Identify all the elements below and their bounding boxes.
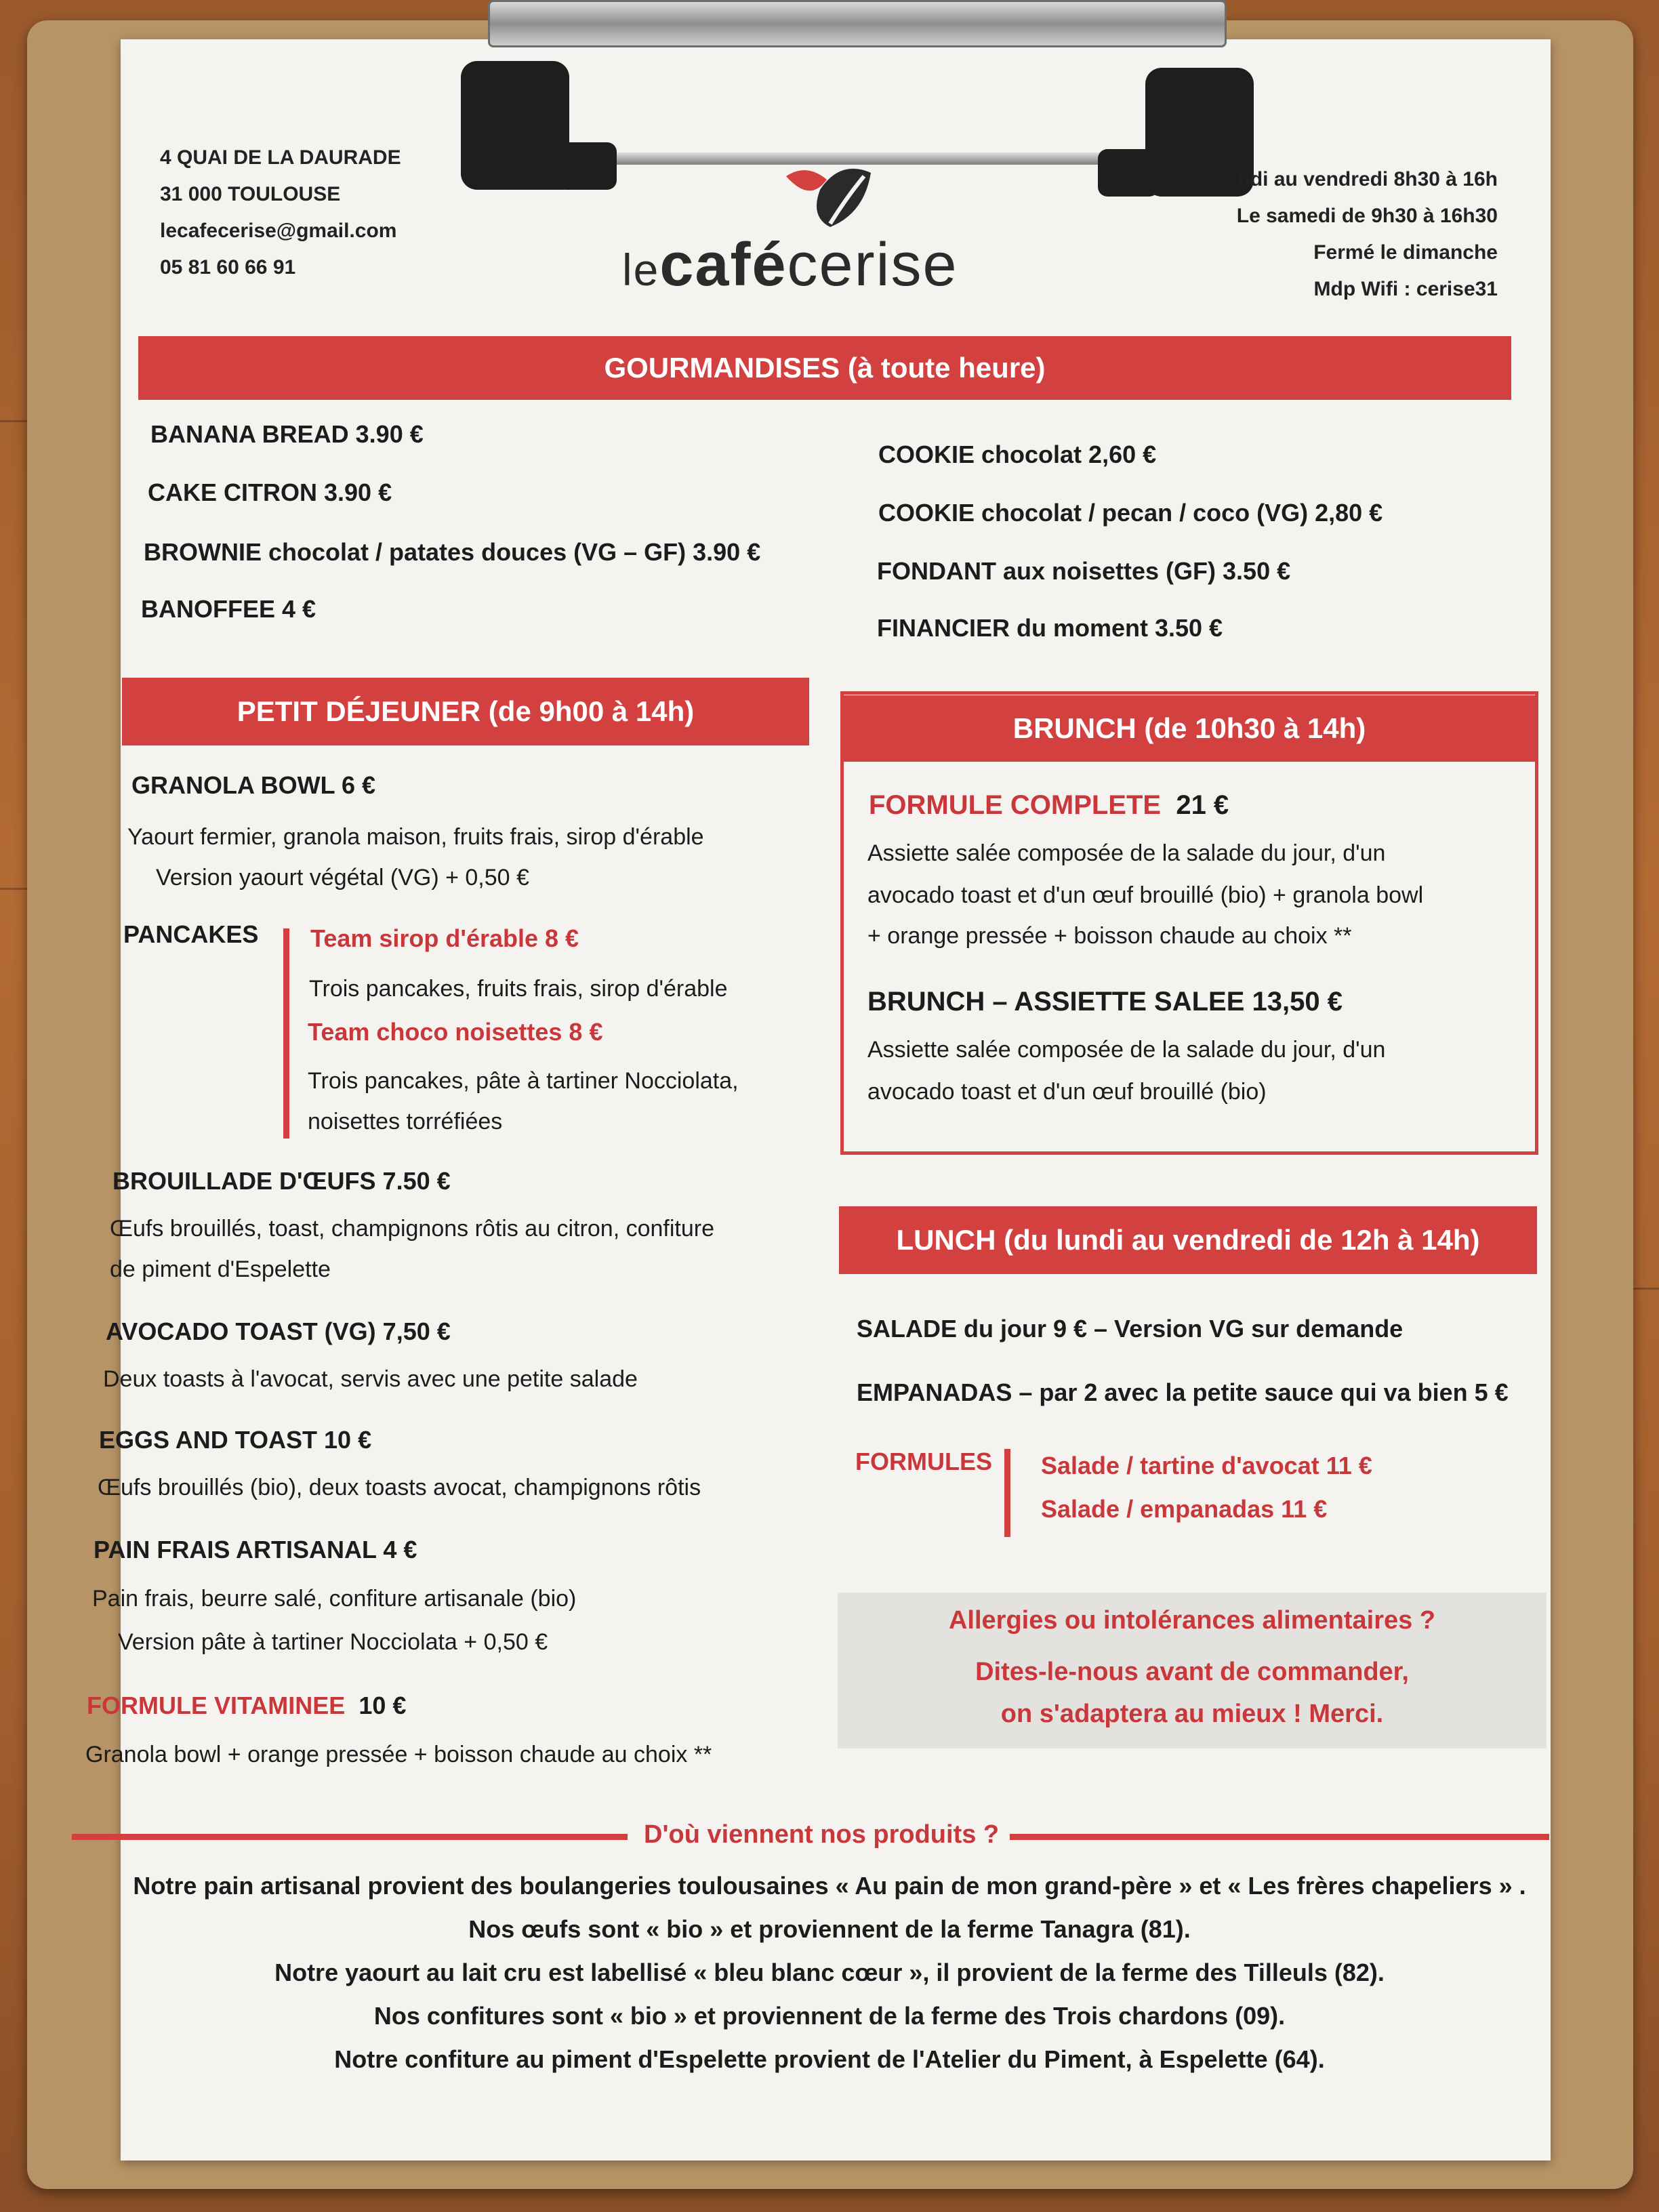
formule-vitaminee-name: FORMULE VITAMINEE xyxy=(87,1692,346,1719)
avocado-desc: Deux toasts à l'avocat, servis avec une petite salade xyxy=(103,1366,638,1392)
team-choco-title: Team choco noisettes 8 € xyxy=(308,1018,603,1046)
hours-block xyxy=(1145,161,1498,308)
formule-complete-price: 21 € xyxy=(1176,790,1229,820)
granola-desc: Yaourt fermier, granola maison, fruits frais, sirop d'érable xyxy=(127,824,704,850)
gourmandises-banner xyxy=(138,336,1511,400)
brouillade-desc: de piment d'Espelette xyxy=(110,1256,331,1282)
lunch-salade: SALADE du jour 9 € – Version VG sur demande xyxy=(857,1315,1404,1343)
granola-option: Version yaourt végétal (VG) + 0,50 € xyxy=(156,865,529,890)
formule-vitaminee-desc: Granola bowl + orange pressée + boisson chaude au choix ** xyxy=(85,1742,712,1767)
formule-complete-desc: Assiette salée composée de la salade du jour, d'un xyxy=(867,840,1386,866)
pain-option: Version pâte à tartiner Nocciolata + 0,50 € xyxy=(118,1629,548,1655)
logo-cafe: café xyxy=(659,231,787,299)
lunch-empanadas: EMPANADAS – par 2 avec la petite sauce qui va bien 5 € xyxy=(857,1378,1509,1406)
wifi-password: Mdp Wifi : cerise31 xyxy=(1313,278,1498,300)
petit-dejeuner-title: PETIT DÉJEUNER (de 9h00 à 14h) xyxy=(237,695,695,727)
allergy-line: on s'adaptera au mieux ! Merci. xyxy=(1000,1700,1384,1728)
formule-complete-title xyxy=(869,790,1229,821)
formule-vitaminee-price: 10 € xyxy=(359,1692,407,1719)
avocado-title: AVOCADO TOAST (VG) 7,50 € xyxy=(106,1317,451,1345)
lunch-formule-item: Salade / empanadas 11 € xyxy=(1041,1495,1328,1523)
contact-phone: 05 81 60 66 91 xyxy=(160,256,296,279)
pain-title: PAIN FRAIS ARTISANAL 4 € xyxy=(94,1536,417,1563)
assiette-salee-title: BRUNCH – ASSIETTE SALEE 13,50 € xyxy=(867,987,1343,1017)
gourmandise-item: COOKIE chocolat 2,60 € xyxy=(878,441,1157,468)
gourmandise-item: BANANA BREAD 3.90 € xyxy=(150,420,424,448)
team-choco-desc: Trois pancakes, pâte à tartiner Nocciolata, xyxy=(308,1068,739,1094)
gourmandise-item: COOKIE chocolat / pecan / coco (VG) 2,80 € xyxy=(878,499,1383,527)
hours-sunday: Fermé le dimanche xyxy=(1313,241,1498,264)
gourmandises-title: GOURMANDISES (à toute heure) xyxy=(604,352,1046,384)
origins-line: Notre pain artisanal provient des boulangeries toulousaines « Au pain de mon grand-père » et « Les frères chapeliers » . xyxy=(133,1872,1526,1900)
clip-foot-left xyxy=(461,61,569,190)
gourmandise-item: FINANCIER du moment 3.50 € xyxy=(877,614,1223,642)
formule-complete-desc: avocado toast et d'un œuf brouillé (bio) + granola bowl xyxy=(867,882,1424,908)
origins-line: Nos œufs sont « bio » et proviennent de la ferme Tanagra (81). xyxy=(468,1915,1191,1943)
lunch-formules-label: FORMULES xyxy=(855,1448,992,1475)
clip-bar xyxy=(488,0,1227,47)
eggs-desc: Œufs brouillés (bio), deux toasts avocat, champignons rôtis xyxy=(98,1475,701,1500)
cherry-logo-icon xyxy=(779,163,881,237)
lunch-formule-item: Salade / tartine d'avocat 11 € xyxy=(1041,1452,1372,1479)
hours-saturday: Le samedi de 9h30 à 16h30 xyxy=(1236,205,1498,227)
lunch-title: LUNCH (du lundi au vendredi de 12h à 14h) xyxy=(896,1224,1480,1256)
contact-email: lecafecerise@gmail.com xyxy=(160,220,397,242)
gourmandise-item: CAKE CITRON 3.90 € xyxy=(148,478,392,506)
contact-city: 31 000 TOULOUSE xyxy=(160,183,341,205)
brouillade-desc: Œufs brouillés, toast, champignons rôtis au citron, confiture xyxy=(110,1216,714,1242)
allergy-line: Dites-le-nous avant de commander, xyxy=(975,1658,1409,1686)
granola-title: GRANOLA BOWL 6 € xyxy=(131,771,376,799)
pancakes-divider xyxy=(283,928,289,1139)
petit-dejeuner-banner xyxy=(122,678,809,745)
team-choco-desc: noisettes torréfiées xyxy=(308,1109,503,1134)
allergy-notice xyxy=(838,1593,1547,1748)
gourmandise-item: FONDANT aux noisettes (GF) 3.50 € xyxy=(877,557,1291,585)
lunch-formules-divider xyxy=(1004,1449,1010,1537)
lunch-banner xyxy=(839,1206,1537,1274)
origins-line: Notre confiture au piment d'Espelette provient de l'Atelier du Piment, à Espelette (64). xyxy=(334,2045,1325,2073)
origins-rule-right xyxy=(1010,1834,1549,1840)
contact-address: 4 QUAI DE LA DAURADE xyxy=(160,146,401,169)
origins-line: Notre yaourt au lait cru est labellisé « bleu blanc cœur », il provient de la ferme des Tilleuls (82). xyxy=(274,1959,1385,1986)
pain-desc: Pain frais, beurre salé, confiture artisanale (bio) xyxy=(92,1586,577,1612)
gourmandise-item: BANOFFEE 4 € xyxy=(141,595,316,623)
contact-block xyxy=(160,140,401,286)
assiette-salee-desc: avocado toast et d'un œuf brouillé (bio) xyxy=(867,1079,1267,1105)
hours-weekdays: ndi au vendredi 8h30 à 16h xyxy=(1237,168,1498,190)
brunch-banner xyxy=(843,695,1536,762)
logo-cerise: cerise xyxy=(787,231,958,299)
team-sirop-title: Team sirop d'érable 8 € xyxy=(310,924,579,952)
brunch-title: BRUNCH (de 10h30 à 14h) xyxy=(1012,712,1366,744)
formule-complete-desc: + orange pressée + boisson chaude au choix ** xyxy=(867,923,1352,949)
brouillade-title: BROUILLADE D'ŒUFS 7.50 € xyxy=(112,1167,451,1195)
origins-line: Nos confitures sont « bio » et proviennent de la ferme des Trois chardons (09). xyxy=(373,2002,1286,2030)
gourmandise-item: BROWNIE chocolat / patates douces (VG – GF) 3.90 € xyxy=(144,538,761,566)
eggs-title: EGGS AND TOAST 10 € xyxy=(99,1426,372,1454)
team-sirop-desc: Trois pancakes, fruits frais, sirop d'érable xyxy=(309,976,728,1002)
allergy-line: Allergies ou intolérances alimentaires ? xyxy=(948,1606,1436,1635)
assiette-salee-desc: Assiette salée composée de la salade du jour, d'un xyxy=(867,1037,1386,1063)
logo-le: le xyxy=(622,245,660,295)
formule-complete-name: FORMULE COMPLETE xyxy=(869,790,1162,820)
formule-vitaminee-title xyxy=(87,1692,406,1720)
pancakes-label: PANCAKES xyxy=(123,920,259,948)
origins-rule-left xyxy=(72,1834,628,1840)
origins-title: D'où viennent nos produits ? xyxy=(644,1820,1000,1849)
logo-wordmark xyxy=(622,230,958,300)
